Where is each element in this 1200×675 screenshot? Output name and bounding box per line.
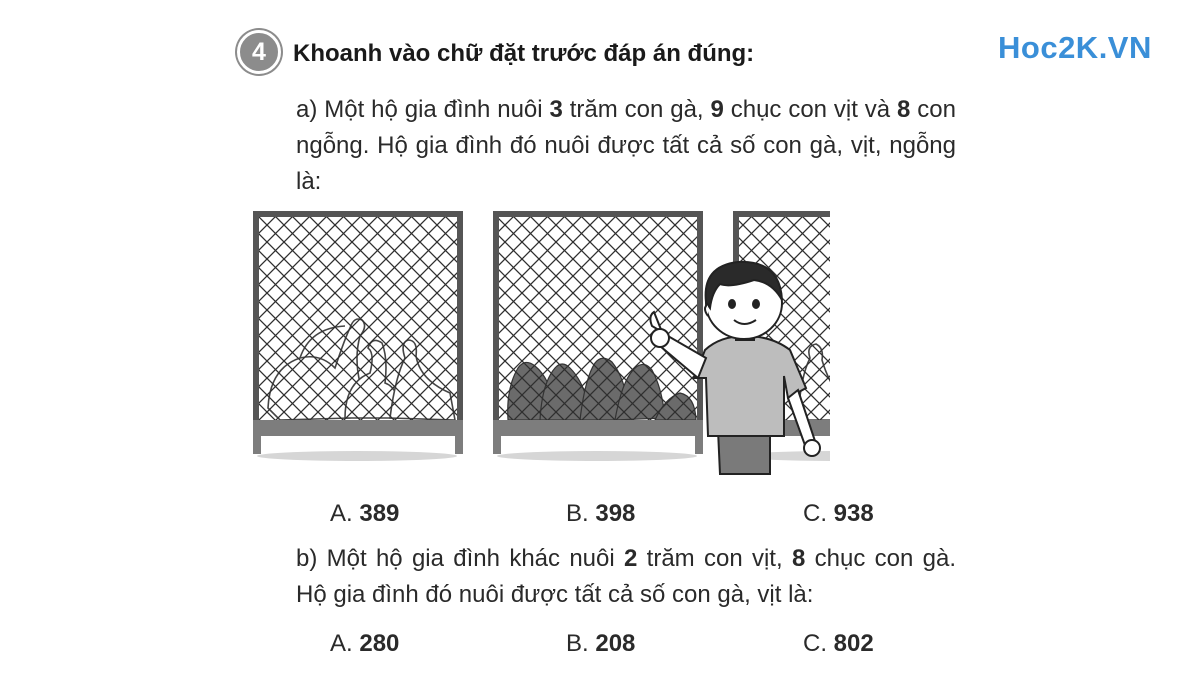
cages-illustration [250, 208, 830, 478]
option-a-a-value: 389 [359, 500, 400, 527]
question-b [296, 541, 956, 613]
option-b-b-value: 208 [595, 630, 636, 657]
question-a-number-ducks: 9 [710, 96, 724, 123]
question-a-text-3: chục con vịt và [723, 96, 898, 123]
chicken-cage [493, 214, 703, 454]
question-a-text-2: trăm con gà, [562, 96, 711, 123]
question-a [296, 92, 956, 200]
goose-cage-left [253, 214, 463, 454]
option-a-c[interactable] [803, 500, 874, 528]
option-a-a[interactable] [330, 500, 399, 528]
site-logo: Hoc2K.VN [998, 30, 1152, 65]
question-b-number-ducks: 2 [624, 545, 638, 572]
question-b-text-3: chục con gà. Hộ gia đình đó nuôi được tất cả số con gà, vịt là: [296, 545, 956, 608]
option-a-c-value: 938 [833, 500, 874, 527]
option-b-c[interactable] [803, 630, 874, 658]
question-b-text-1: b) Một hộ gia đình khác nuôi [296, 545, 624, 572]
option-a-b-letter: B. [566, 500, 589, 527]
question-b-text-2: trăm con vịt, [637, 545, 792, 572]
option-b-a-value: 280 [359, 630, 400, 657]
option-b-b[interactable] [566, 630, 635, 658]
exercise-number-badge [237, 30, 281, 74]
option-b-c-letter: C. [803, 630, 827, 657]
option-a-b-value: 398 [595, 500, 636, 527]
option-a-c-letter: C. [803, 500, 827, 527]
option-b-a[interactable] [330, 630, 399, 658]
option-b-b-letter: B. [566, 630, 589, 657]
question-a-text-1: a) Một hộ gia đình nuôi [296, 96, 550, 123]
question-b-number-chickens: 8 [791, 545, 806, 572]
option-b-c-value: 802 [833, 630, 874, 657]
question-a-number-geese: 8 [897, 96, 911, 123]
exercise-number: 4 [252, 37, 266, 66]
option-b-a-letter: A. [330, 630, 353, 657]
question-a-text-4: con ngỗng. Hộ gia đình đó nuôi được tất cả số con gà, vịt, ngỗng là: [296, 96, 956, 195]
exercise-instruction: Khoanh vào chữ đặt trước đáp án đúng: [293, 40, 755, 67]
option-a-b[interactable] [566, 500, 635, 528]
question-a-number-chickens: 3 [549, 96, 563, 123]
option-a-a-letter: A. [330, 500, 353, 527]
